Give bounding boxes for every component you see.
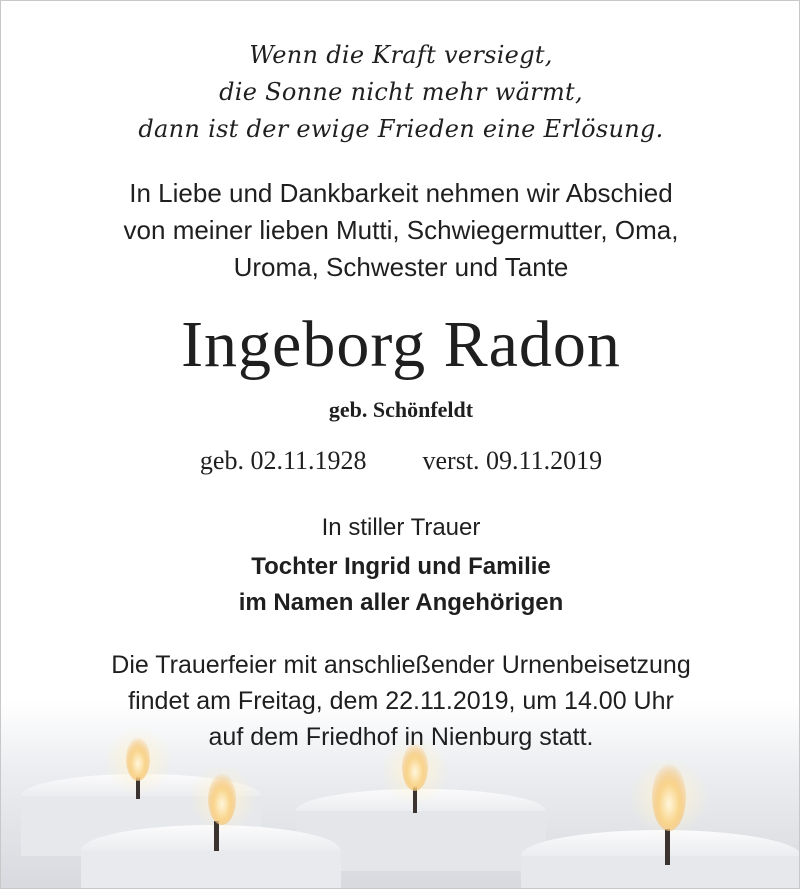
verse-line-1: Wenn die Kraft versiegt, (249, 41, 553, 69)
intro-line-2: von meiner lieben Mutti, Schwiegermutter, Oma, (123, 215, 679, 245)
mourning-heading: In stiller Trauer (321, 514, 481, 541)
verse (1, 37, 800, 148)
mourners-line-1: Tochter Ingrid und Familie (251, 553, 551, 580)
farewell-intro (1, 175, 800, 286)
mourners-line-2: im Namen aller Angehörigen (238, 589, 564, 616)
intro-line-3: Uroma, Schwester und Tante (233, 252, 569, 282)
intro-line-1: In Liebe und Dankbarkeit nehmen wir Abschied (129, 178, 673, 208)
mourners (1, 549, 800, 621)
life-dates (1, 443, 800, 479)
deceased-name: Ingeborg Radon (181, 308, 621, 381)
funeral-line-2: findet am Freitag, dem 22.11.2019, um 14.00 Uhr (128, 687, 674, 715)
funeral-line-3: auf dem Friedhof in Nienburg statt. (208, 723, 594, 751)
verse-line-3: dann ist der ewige Frieden eine Erlösung. (138, 115, 664, 143)
verse-line-2: die Sonne nicht mehr wärmt, (219, 78, 583, 106)
maiden-name: geb. Schönfeldt (328, 397, 474, 422)
funeral-details (1, 647, 800, 755)
funeral-line-1: Die Trauerfeier mit anschließender Urnenbeisetzung (111, 651, 691, 679)
birth-date: geb. 02.11.1928 (199, 446, 367, 475)
death-date: verst. 09.11.2019 (422, 446, 603, 475)
